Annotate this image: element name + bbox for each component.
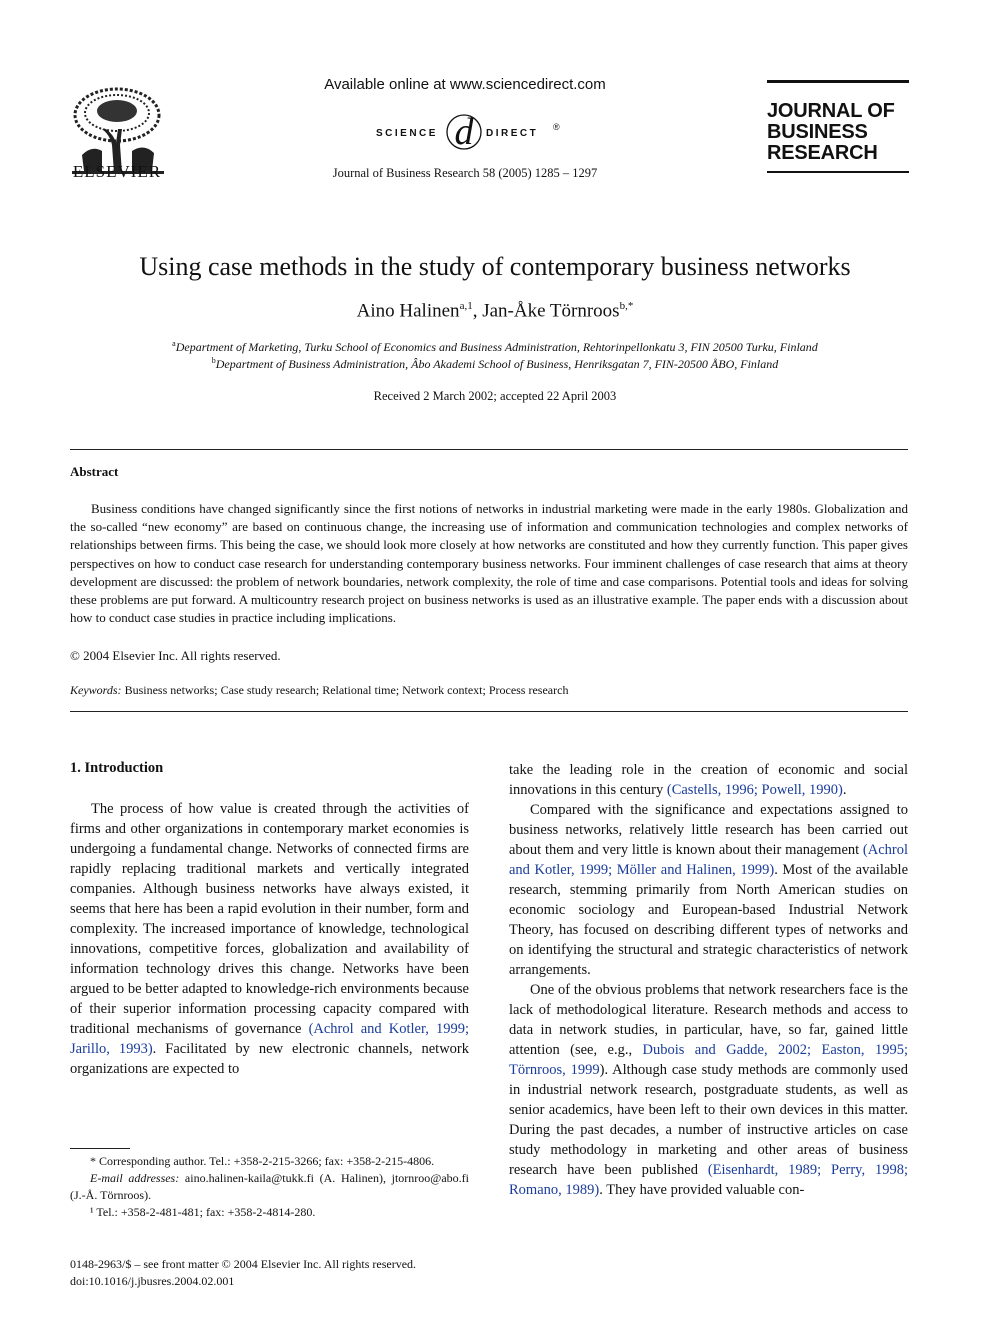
affiliation-b [0,356,990,372]
sd-logo-direct: DIRECT [486,128,539,139]
left-column [70,799,469,1079]
footnote-1: ¹ Tel.: +358-2-481-481; fax: +358-2-4814-280. [90,1205,316,1219]
footnotes [70,1153,469,1221]
logo-line-1: JOURNAL OF [767,100,895,122]
abstract-copyright: © 2004 Elsevier Inc. All rights reserved. [70,648,281,663]
email-note [70,1170,469,1204]
abstract-body: Business conditions have changed significantly since the first notions of networks in industrial marketing were made in the early 1980s. Globalization and the so-called “new economy” are based on continuous change, the increasing use of information and communication technologies and complex networks of relationships between firms. This being the case, we should look more closely at how networks are constituted and how they currently function. This paper gives perspectives on how to conduct case research for understanding contemporary business networks. Four imminent challenges of case research that aims at theory development are discussed: the problem of network boundaries, network complexity, the role of time and case comparisons. Potential tools and ideas for solving these problems are put forward. A multicountry research project on business networks is used as an illustrative example. The paper ends with a discussion about how to conduct case studies in practice including implications. [70,501,908,626]
received-dates: Received 2 March 2002; accepted 22 April 2003 [373,389,617,403]
logo-line-2: BUSINESS [767,121,868,143]
email-addresses: aino.halinen-kaila@tukk.fi (A. Halinen), jtornroo@abo.fi (J.-Å. Törnroos). [70,1171,469,1202]
footnote-rule [70,1148,130,1149]
keywords-list: Business networks; Case study research; Relational time; Network context; Process research [124,683,569,697]
svg-text:d: d [454,111,474,153]
article-title: Using case methods in the study of contemporary business networks [139,252,851,281]
front-matter [70,1256,490,1290]
affiliation-text: Department of Business Administration, Âbo Akademi School of Business, Henriksgatan 7, FIN-20500 ÅBO, Finland [215,357,779,371]
right-column [509,760,908,1200]
sciencedirect-logo [360,110,570,154]
section-heading: 1. Introduction [70,760,164,776]
paragraph-text: take the leading role in the creation of economic and social innovations in this century [509,762,908,798]
abstract-heading: Abstract [70,464,119,479]
citation-link[interactable]: (Achrol and Kotler, 1999; Möller and Halinen, 1999) [509,842,908,878]
paragraph-text: ). Although case study methods are commonly used in industrial network research, postgraduate students, as well as senior academics, have been left to their own devices in this matter. During the past decades, a number of instructive articles on case study methodology in marketing and other areas of business research have been published [509,1062,908,1178]
paragraph-text: . [842,782,847,798]
affiliation-text: Department of Marketing, Turku School of Economics and Business Administration, Rehtorinpellonkatu 3, FIN 20500 Turku, Finland [175,340,818,354]
author-marker: a,1 [459,300,473,312]
sd-logo-science: SCIENCE [376,128,438,139]
available-online-text: Available online at www.sciencedirect.com [324,76,606,93]
email-label: E-mail addresses: [90,1171,180,1185]
journal-logo [767,80,909,173]
logo-rule-bottom [767,171,909,173]
citation-link[interactable]: Dubois and Gadde, 2002; Easton, 1995; Törnroos, 1999 [509,1042,908,1078]
citation-link[interactable]: (Castells, 1996; Powell, 1990) [666,782,843,798]
logo-line-3: RESEARCH [767,142,878,164]
affiliation-marker: b [211,356,216,365]
keywords [70,683,908,698]
paragraph [509,800,908,980]
publisher-name: ELSEVIER [72,162,162,181]
author-list [0,300,990,322]
paragraph [509,980,908,1200]
divider [70,711,908,712]
paragraph-text: The process of how value is created through the activities of firms and other organizations in contemporary market economies is undergoing a fundamental change. Networks of connected firms are rapidly replacing traditional markets and vertically integrated companies. Although business networks have always existed, it seems that here has been a rapid evolution in their number, form and complexity. The increased importance of knowledge, technological innovations, competitive forces, globalization and availability of information technology drives this change. Networks have been argued to be better adapted to knowledge-rich environments because of their superior information processing capacity compared with traditional mechanisms of governance [70,801,469,1037]
author-name: Jan-Åke Törnroos [482,300,620,322]
citation-link[interactable]: (Achrol and Kotler, 1999; Jarillo, 1993) [70,1021,469,1057]
affiliation-marker: a [172,339,176,348]
citation-link[interactable]: (Eisenhardt, 1989; Perry, 1998; Romano, 1989) [509,1162,908,1198]
paragraph-text: One of the obvious problems that network researchers face is the lack of methodological literature. Research methods and access to data in network studies, in particular, have, so far, gained little attention (see, e.g., [509,982,908,1058]
doi-line: doi:10.1016/j.jbusres.2004.02.001 [70,1274,235,1288]
paragraph-text: . Most of the available research, stemming primarily from North American studies on economic sociology and European-based Industrial Network Theory, has focused on describing different types of networks and on identifying the structural and strategic characteristics of network arrangements. [509,862,908,978]
author-name: Aino Halinen [356,300,460,322]
author-separator: , [472,300,483,322]
journal-citation: Journal of Business Research 58 (2005) 1285 – 1297 [332,166,598,180]
divider [70,449,908,450]
svg-text:®: ® [553,122,560,132]
corresponding-author-note: * Corresponding author. Tel.: +358-2-215-3266; fax: +358-2-215-4806. [90,1154,435,1168]
issn-line: 0148-2963/$ – see front matter © 2004 Elsevier Inc. All rights reserved. [70,1257,417,1271]
paragraph [70,799,469,1079]
paragraph-text: . Facilitated by new electronic channels, network organizations are expected to [70,1041,469,1077]
paragraph [509,760,908,800]
author-marker: b,* [619,300,634,312]
paragraph-text: . They have provided valuable con- [599,1182,805,1198]
affiliation-a [0,339,990,355]
keywords-label: Keywords: [70,683,122,697]
paragraph-text: Compared with the significance and expectations assigned to business networks, relatively little research has been carried out about them and very little is known about their management [509,802,908,858]
